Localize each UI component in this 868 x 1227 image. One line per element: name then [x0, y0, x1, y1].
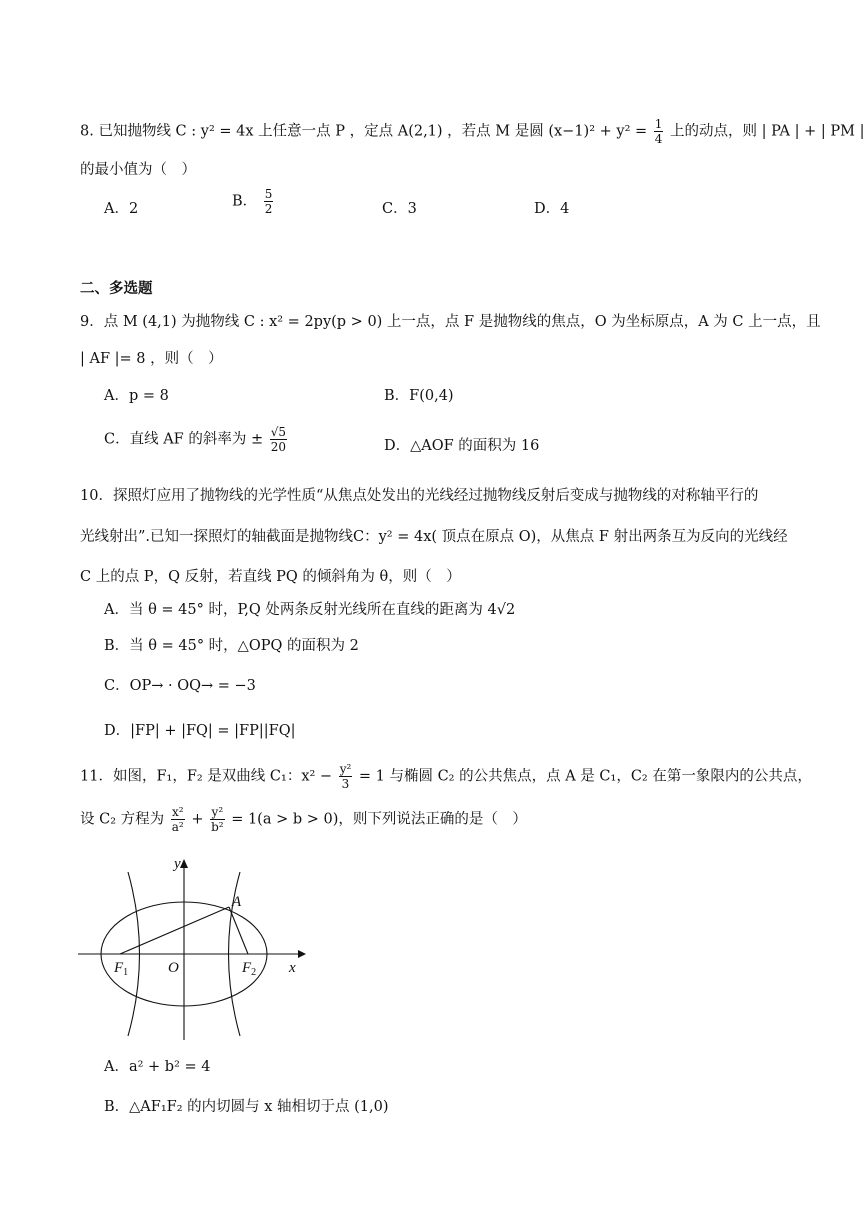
q11-fraction-2-numerator: x²	[171, 805, 184, 819]
q11-option-b: B．△AF₁F₂ 的内切圆与 x 轴相切于点 (1,0)	[104, 1099, 389, 1115]
q11-fraction-2-denominator: a²	[171, 820, 184, 834]
x-axis-label: x	[289, 960, 296, 976]
point-a-label: A	[232, 894, 242, 910]
q8-option-b-fraction	[264, 188, 274, 215]
q10-option-b: B．当 θ = 45° 时，△OPQ 的面积为 2	[104, 638, 359, 654]
q11-fraction-1-numerator: y²	[339, 762, 352, 776]
q11-fraction-3-numerator: y²	[211, 805, 224, 819]
q8-stem-line1	[80, 118, 864, 145]
q9-option-a: A．p = 8	[104, 388, 169, 404]
q11-stem-text-c: 设 C₂ 方程为	[80, 811, 165, 828]
q10-option-d: D．|FP| + |FQ| = |FP||FQ|	[104, 723, 296, 739]
q11-plus-sign: +	[191, 811, 204, 828]
q9-option-c-fraction	[270, 426, 287, 453]
f1-letter: F	[114, 960, 124, 976]
y-axis-arrow-icon	[180, 859, 188, 868]
q9-stem-line1: 9．点 M (4,1) 为抛物线 C : x² = 2py(p > 0) 上一点，点 F 是抛物线的焦点，O 为坐标原点，A 为 C 上一点，且	[80, 314, 821, 330]
segment-af2	[229, 907, 248, 954]
q11-figure	[76, 852, 308, 1042]
q9-stem-line2: | AF |= 8 ，则（ ）	[80, 351, 223, 367]
q11-fraction-3-denominator: b²	[211, 820, 224, 834]
q8-fraction-numerator: 1	[654, 117, 663, 131]
q10-option-a: A．当 θ = 45° 时，P,Q 处两条反射光线所在直线的距离为 4√2	[104, 602, 516, 618]
q11-fraction-2	[171, 806, 185, 833]
q11-stem-line2	[80, 806, 527, 833]
q11-stem-line1	[80, 763, 812, 790]
q10-stem-line1: 10．探照灯应用了抛物线的光学性质“从焦点处发出的光线经过抛物线反射后变成与抛物线的对称轴平行的	[80, 488, 759, 504]
q9-option-c-numerator: √5	[270, 425, 286, 439]
f1-subscript: 1	[123, 967, 129, 978]
q9-option-c	[104, 426, 289, 453]
f1-label	[113, 960, 128, 978]
q9-option-c-denominator: 20	[270, 440, 286, 454]
q8-option-c: C．3	[382, 201, 417, 217]
section-title: 二、多选题	[80, 281, 153, 297]
q11-stem-text-a: 11．如图，F₁，F₂ 是双曲线 C₁：x² −	[80, 768, 333, 785]
q8-option-b	[232, 188, 275, 215]
q10-stem-line3: C 上的点 P，Q 反射，若直线 PQ 的倾斜角为 θ，则（ ）	[80, 569, 461, 585]
f2-letter: F	[242, 960, 252, 976]
q8-option-b-denominator: 2	[264, 202, 273, 216]
q8-option-a: A．2	[104, 201, 139, 217]
q11-stem-text-d: = 1(a > b > 0)，则下列说法正确的是（ ）	[231, 811, 527, 828]
q8-fraction-denominator: 4	[654, 132, 663, 146]
q9-option-d: D．△AOF 的面积为 16	[384, 438, 540, 454]
y-axis-label: y	[174, 856, 181, 872]
f2-label	[241, 960, 256, 978]
origin-label: O	[168, 960, 179, 976]
q9-option-b: B．F(0,4)	[384, 388, 454, 404]
q8-option-b-numerator: 5	[264, 187, 273, 201]
q8-option-d: D．4	[534, 201, 570, 217]
q8-fraction	[654, 118, 664, 145]
x-axis-arrow-icon	[298, 950, 306, 958]
q11-fraction-3	[210, 806, 225, 833]
q8-stem-text-a: 8. 已知抛物线 C : y² = 4x 上任意一点 P ，定点 A(2,1) ，若点 M 是圆 (x−1)² + y² =	[80, 123, 648, 140]
q8-option-b-label: B．	[232, 193, 258, 210]
q10-stem-line2: 光线射出”.已知一探照灯的轴截面是抛物线C：y² = 4x( 顶点在原点 O)，从焦点 F 射出两条互为反向的光线经	[80, 529, 788, 545]
q8-stem-text-b: 上的动点，则 | PA | + | PM |	[670, 123, 865, 140]
q10-option-c: C．OP→ · OQ→ = −3	[104, 678, 256, 694]
q11-fraction-1-denominator: 3	[341, 777, 350, 791]
f2-subscript: 2	[251, 967, 257, 978]
q8-stem-line2: 的最小值为（ ）	[80, 162, 196, 178]
q11-fraction-1	[339, 763, 353, 790]
q9-option-c-label: C．直线 AF 的斜率为 ±	[104, 431, 264, 448]
q11-stem-text-b: = 1 与椭圆 C₂ 的公共焦点，点 A 是 C₁，C₂ 在第一象限内的公共点，	[358, 768, 812, 785]
q11-option-a: A．a² + b² = 4	[104, 1059, 211, 1075]
